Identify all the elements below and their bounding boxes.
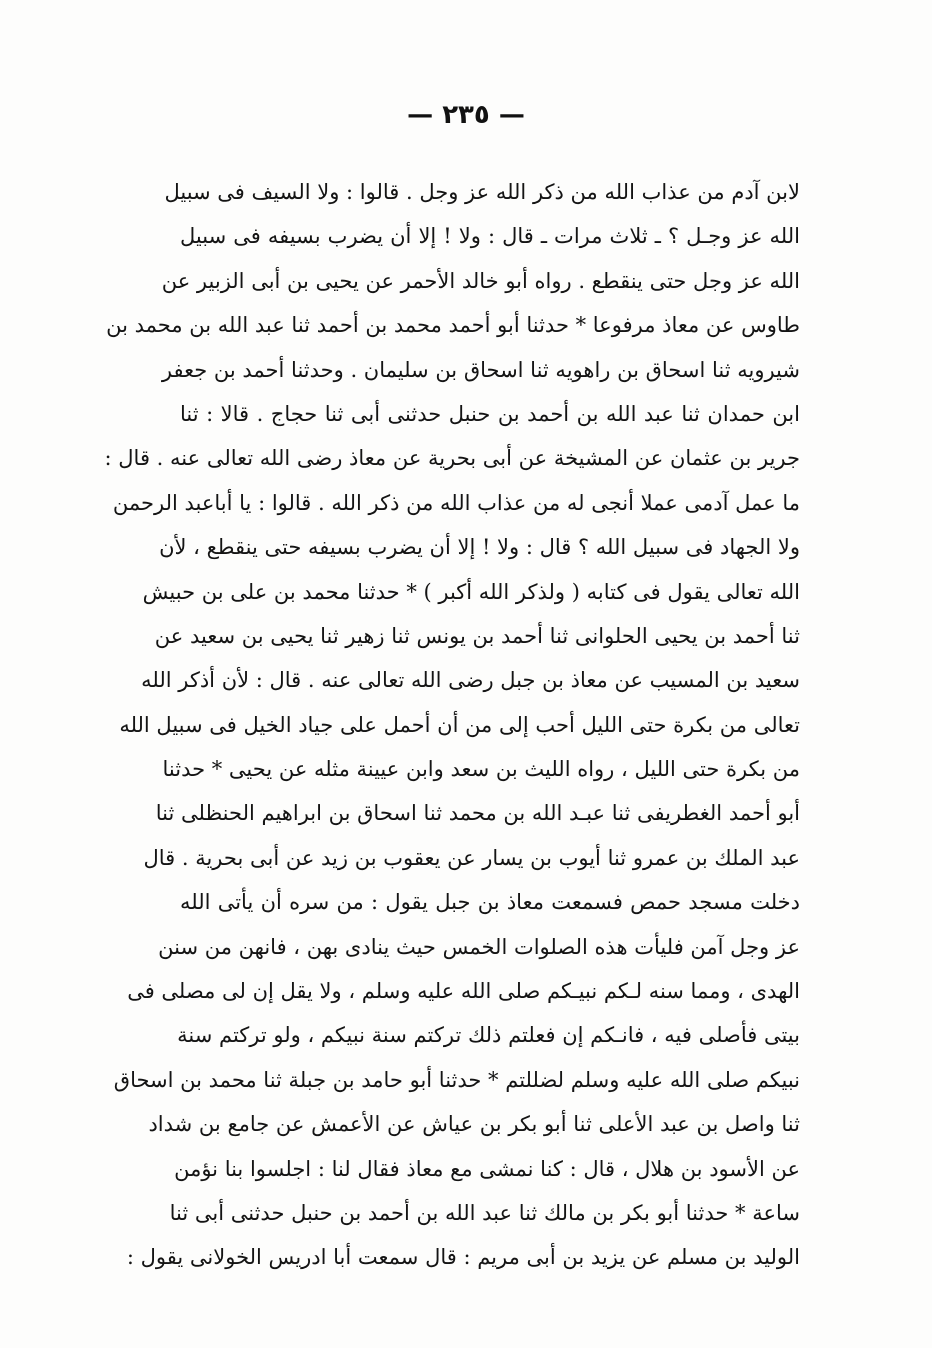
text-line: ساعة * حدثنا أبو بكر بن مالك ثنا عبد الله بن أحمد بن حنبل حدثنى أبى ثنا <box>169 1200 800 1225</box>
text-line: ثنا واصل بن عبد الأعلى ثنا أبو بكر بن عياش عن الأعمش عن جامع بن شداد <box>148 1112 800 1137</box>
text-line: الله عز وجل حتى ينقطع . رواه أبو خالد الأحمر عن يحيى بن أبى الزبير عن <box>161 268 800 293</box>
text-line: من بكرة حتى الليل ، رواه الليث بن سعد وابن عيينة مثله عن يحيى * حدثنا <box>162 757 800 782</box>
text-line: دخلت مسجد حمص فسمعت معاذ بن جبل يقول : من سره أن يأتى الله <box>180 890 800 915</box>
text-line: ثنا أحمد بن يحيى الحلوانى ثنا أحمد بن يونس ثنا زهير ثنا يحيى بن سعيد عن <box>154 623 800 648</box>
text-line: بيتى فأصلى فيه ، فانـكم إن فعلتم ذلك تركتم سنة نبيكم ، ولو تركتم سنة <box>177 1023 800 1048</box>
text-line: الهدى ، ومما سنه لـكم نبيـكم صلى الله عليه وسلم ، ولا يقل إن لى مصلى فى <box>127 979 800 1004</box>
text-line: أبو أحمد الغطريفى ثنا عبـد الله بن محمد ثنا اسحاق بن ابراهيم الحنظلى ثنا <box>155 801 800 826</box>
text-line: عن الأسود بن هلال ، قال : كنا نمشى مع معاذ فقال لنا : اجلسوا بنا نؤمن <box>174 1156 800 1181</box>
body-text <box>104 170 800 1280</box>
text-line: طاوس عن معاذ مرفوعا * حدثنا أبو أحمد محمد بن أحمد ثنا عبد الله بن محمد بن <box>106 313 800 338</box>
text-line: الله عز وجـل ؟ ـ ثلاث مرات ـ قال : ولا ! إلا أن يضرب بسيفه فى سبيل <box>180 224 800 249</box>
text-line: الوليد بن مسلم عن يزيد بن أبى مريم : قال سمعت أبا ادريس الخولانى يقول : <box>126 1245 800 1270</box>
text-line: سعيد بن المسيب عن معاذ بن جبل رضى الله تعالى عنه . قال : لأن أذكر الله <box>141 668 800 693</box>
text-line: ابن حمدان ثنا عبد الله بن أحمد بن حنبل حدثنى أبى ثنا حجاج . قالا : ثنا <box>180 401 800 426</box>
text-line: عز وجل آمن فليأت هذه الصلوات الخمس حيث ينادى بهن ، فانهن من سنن <box>158 934 800 959</box>
text-line: لابن آدم من عذاب الله من ذكر الله عز وجل . قالوا : ولا السيف فى سبيل <box>164 180 800 204</box>
text-line: الله تعالى يقول فى كتابه ( ولذكر الله أكبر ) * حدثنا محمد بن على بن حبيش <box>142 579 800 604</box>
text-line: تعالى من بكرة حتى الليل أحب إلى من أن أحمل على جياد الخيل فى سبيل الله <box>119 712 800 737</box>
text-line: جرير بن عثمان عن المشيخة عن أبى بحرية عن معاذ رضى الله تعالى عنه . قال : <box>104 446 800 471</box>
text-line: ولا الجهاد فى سبيل الله ؟ قال : ولا ! إلا أن يضرب بسيفه حتى ينقطع ، لأن <box>159 535 800 560</box>
text-line: عبد الملك بن عمرو ثنا أيوب بن يسار عن يعقوب بن زيد عن أبى بحرية . قال <box>143 845 800 870</box>
text-line: نبيكم صلى الله عليه وسلم لضللتم * حدثنا أبو حامد بن جبلة ثنا محمد بن اسحاق <box>113 1067 800 1092</box>
text-line: ما عمل آدمى عملا أنجى له من عذاب الله من ذكر الله . قالوا : يا أباعبد الرحمن <box>112 490 800 515</box>
page-number: — ٢٣٥ — <box>407 100 525 130</box>
text-line: شيرويه ثنا اسحاق بن راهويه ثنا اسحاق بن سليمان . وحدثنا أحمد بن جعفر <box>161 357 800 382</box>
